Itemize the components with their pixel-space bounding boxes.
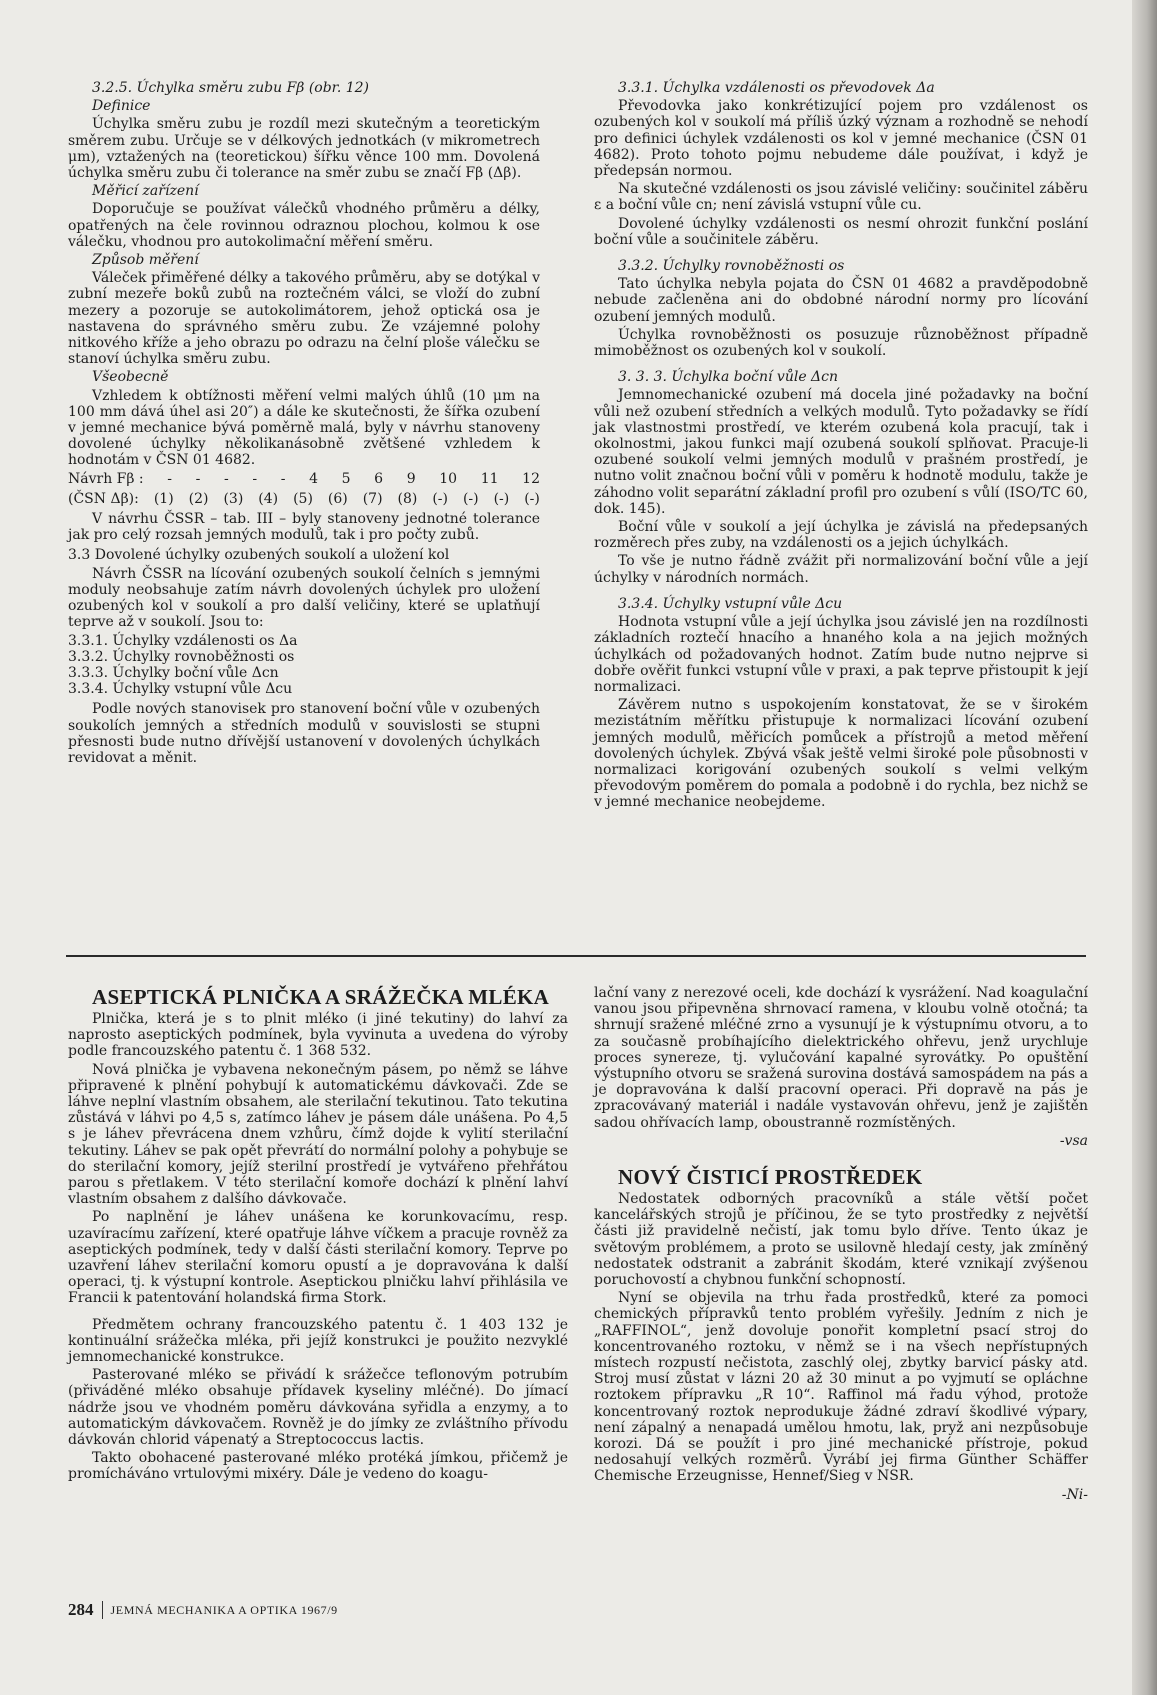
list-item: 3.3.1. Úchylky vzdálenosti os Δa <box>68 632 298 649</box>
journal-name: JEMNÁ MECHANIKA A OPTIKA 1967/9 <box>110 1602 338 1617</box>
tolerance-row-proposal <box>68 471 540 487</box>
left-top-column <box>68 80 540 768</box>
paragraph: To vše je nutno řádně zvážit při normalizování boční vůle a její úchylky v národních normách. <box>594 553 1088 586</box>
paragraph: Tato úchylka nebyla pojata do ČSN 01 4682 a pravděpodobně nebude začleněna ani do obdobné národní normy pro lícování ozubení jemných modulů. <box>594 276 1088 325</box>
section-heading-33: 3.3 Dovolené úchylky ozubených soukolí a uložení kol <box>68 547 450 564</box>
table-cell: (2) <box>188 490 209 507</box>
table-cell: (ČSN Δβ): <box>68 490 139 507</box>
section-heading-325: 3.2.5. Úchylka směru zubu Fβ (obr. 12) <box>92 80 370 96</box>
paragraph: Úchylka rovnoběžnosti os posuzuje různoběžnost případně mimoběžnost os ozubených kol v soukolí. <box>594 326 1088 360</box>
table-cell: Návrh Fβ : <box>68 470 144 487</box>
paragraph: Pasterované mléko se přivádí k srážečce teflonovým potrubím (přiváděné mléko obsahuje přídavek kyseliny mléčné). Do jímací nádrže jsou ve vhodném poměru dávkována syřidla a enzymy, a to automatickým dávkovačem. Rovněž je do jímky ze zvláštního přívodu dávkován chlorid vápenatý a Streptococcus lactis. <box>68 1367 568 1449</box>
table-cell: 11 <box>480 470 499 487</box>
list-item: 3.3.3. Úchylky boční vůle Δcn <box>68 664 279 681</box>
table-cell: (4) <box>258 490 279 507</box>
table-cell: 12 <box>522 470 540 487</box>
author-signature: -vsa <box>1059 1132 1088 1149</box>
table-cell: 9 <box>406 470 416 487</box>
definition-label: Definice <box>92 98 151 115</box>
closing-text: Podle nových stanovisek pro stanovení boční vůle v ozubených soukolích jemných a středních modulů v souvislosti se stupni přesnosti bude nutno dřívější ustanovení v dovolených úchylkách revidovat a měnit. <box>68 701 540 766</box>
table-cell: - <box>167 470 172 487</box>
page-number: 284 <box>68 1600 94 1619</box>
right-bottom-column <box>594 985 1088 1505</box>
article-title-cleaner: NOVÝ ČISTICÍ PROSTŘEDEK <box>618 1165 923 1190</box>
table-cell: (5) <box>293 490 313 507</box>
table-cell: (-) <box>462 490 479 507</box>
table-cell: 10 <box>439 470 458 487</box>
general-label: Všeobecně <box>92 369 169 386</box>
table-cell: (-) <box>432 490 448 507</box>
method-label: Způsob měření <box>92 252 199 269</box>
table-cell: (-) <box>524 490 540 507</box>
table-cell: 6 <box>374 470 384 487</box>
list-item: 3.3.4. Úchylky vstupní vůle Δcu <box>68 681 293 698</box>
section-heading-333: 3. 3. 3. Úchylka boční vůle Δcn <box>618 369 839 386</box>
page-footer <box>68 1600 338 1620</box>
paragraph: Nyní se objevila na trhu řada prostředků, které za pomoci chemických přípravků tento problém vyřešily. Jedním z nich je „RAFFINOL“, jenž dovoluje ponořit kompletní psací stroj do koncentrovaného roztoku, v němž se i na všech nepřístupných místech rozpustí nečistota, zaschlý olej, zbytky barvicí pásky atd. Stroj musí zůstat v lázni 20 až 30 minut a po vyjmutí se opláchne roztokem přípravku „R 10“. Raffinol má řadu výhod, protože koncentrovaný roztok neprodukuje žádné zdraví škodlivé výpary, není zápalný a nenapadá umělou hmotu, lak, pryž ani nezpůsobuje korozi. Dá se použít i pro jiné mechanické přístroje, pokud nedosahují velkých rozměrů. Vyrábí jej firma Günther Schäffer Chemische Erzeugnisse, Hennef/Sieg v NSR. <box>594 1290 1088 1485</box>
footer-divider <box>102 1601 103 1619</box>
article-title-aseptic: ASEPTICKÁ PLNIČKA A SRÁŽEČKA MLÉKA <box>92 985 550 1009</box>
subsection-list <box>68 633 540 698</box>
paragraph: Hodnota vstupní vůle a její úchylka jsou závislé jen na rozdílnosti základních roztečí hnacího a hnaného kola a na jejich možných úchylkách od požadovaných hodnot. Zatím bude nutno nejprve si dobře ověřit funkci vstupní vůle v praxi, a pak teprve přistoupit k její normalizaci. <box>594 614 1088 695</box>
page-edge-shadow <box>1132 0 1157 1695</box>
article-aseptic-filler-left <box>68 985 568 1485</box>
method-text: Váleček přiměřené délky a takového průměru, aby se dotýkal v zubní mezeře boků zubů na roztečném válci, se vloží do zubní mezery a pozoruje se autokolimátorem, jehož optická osa je nastavena do správného směru zubu. Ze vzájemné polohy nitkového kříže a jeho obrazu po odrazu na čelní ploše válečku se stanoví úchylka směru zubu. <box>68 270 540 368</box>
table-cell: - <box>252 470 258 487</box>
paragraph-continuation: lační vany z nerezové oceli, kde dochází k vysrážení. Nad koagulační vanou jsou připevněna shrnovací ramena, v kloubu volně otočná; ta shrnují sražené mléčné zrno a vysunují je k výstupnímu otvoru, a to za současně probíhajícího dielektrického ohřevu, jenž urychluje proces synereze, tj. vylučování kapalné syrovátky. Po opuštění výstupního otvoru se sražená surovina dostává samospádem na pás a je dopravována k další pracovní operaci. Při dopravě na pás je zpracovávaný materiál i nadále vystavován ohřevu, jenž je zajištěn sadou ohřívacích lamp, oboustranně rozmístěných. <box>594 985 1088 1131</box>
paragraph: Jemnomechanické ozubení má docela jiné požadavky na boční vůli než ozubení středních a velkých modulů. Tyto požadavky se řídí jak vlastnostmi prostředí, ve kterém ozubená kola pracují, tak i okolnostmi, jakou funkci mají ozubená soukolí splňovat. Pracuje-li ozubené soukolí velmi jemných modulů v prašném prostředí, je nutno volit značnou boční vůli v poměru k hodnotě modulu, takže je záhodno volit separátní základní profil pro ozubení s vůlí (ISO/TC 60, dok. 145). <box>594 387 1088 517</box>
tolerance-row-csn <box>68 491 540 507</box>
general-text: Vzhledem k obtížnosti měření velmi malých úhlů (10 μm na 100 mm dává úhel asi 20″) a dále ke skutečnosti, že šířka ozubení v jemné mechanice bývá poměrně malá, byly v návrhu stanoveny dovolené úchylky několikanásobně zvětšené vzhledem k hodnotám v ČSN 01 4682. <box>68 387 540 469</box>
paragraph: Po naplnění je láhev unášena ke korunkovacímu, resp. uzavíracímu zařízení, které opatřuje láhve víčkem a pracuje rovněž za aseptických podmínek, tedy v další části sterilační komory. Teprve po uzavření láhev sterilační komoru opustí a je dopravována k další operaci, tj. k výstupní kontrole. Aseptickou plničku lahví přihlásila ve Francii k patentování holandská firma Stork. <box>68 1209 568 1307</box>
list-item: 3.3.2. Úchylky rovnoběžnosti os <box>68 648 295 665</box>
section-heading-334: 3.3.4. Úchylky vstupní vůle Δcu <box>618 595 843 612</box>
paragraph: Převodovka jako konkrétizující pojem pro vzdálenost os ozubených kol v soukolí má příliš úzký význam a rozhodně se nehodí pro definici úchylek vzdálenosti os kol v jemné mechanice (ČSN 01 4682). Proto tohoto pojmu nebudeme dále používat, i když je předepsán normou. <box>594 98 1088 180</box>
table-cell: (1) <box>153 490 174 507</box>
paragraph: Dovolené úchylky vzdálenosti os nesmí ohrozit funkční poslání boční vůle a součinitele záběru. <box>594 215 1088 248</box>
section-heading-331: 3.3.1. Úchylka vzdálenosti os převodovek Δa <box>618 80 935 96</box>
table-cell: - <box>280 470 286 487</box>
measuring-device-text: Doporučuje se používat válečků vhodného průměru a délky, opatřených na čele rovinnou odraznou plochou, kolmou k ose válečku, vhodnou pro autokolimační měření směru. <box>68 201 540 250</box>
table-cell: (6) <box>327 490 348 507</box>
paragraph: Takto obohacené pasterované mléko protéká jímkou, přičemž je promícháváno vrtulovými mixéry. Dále je vedeno do koagu- <box>68 1450 568 1483</box>
paragraph: Plnička, která je s to plnit mléko (i jiné tekutiny) do lahví za naprosto aseptických podmínek, byla vyvinuta a uvedena do výroby podle francouzského patentu č. 1 368 532. <box>68 1011 568 1060</box>
definition-text: Úchylka směru zubu je rozdíl mezi skutečným a teoretickým směrem zubu. Určuje se v délkových jednotkách (v mikrometrech μm), vztažených na (teoretickou) šířku věnce 100 mm. Dovolená úchylka směru zubu či tolerance na směr zubu se značí Fβ (Δβ). <box>68 116 540 182</box>
right-top-column <box>594 80 1088 813</box>
table-cell: - <box>195 470 201 487</box>
paragraph: Závěrem nutno s uspokojením konstatovat, že se v širokém mezistátním měřítku přistupuje k normalizaci lícování ozubení jemných modulů, měřicích pomůcek a přístrojů a metod měření dovolených úchylek. Zbývá však ještě velmi široké pole působnosti v normalizaci korigování ozubených soukolí s velmi velkým převodovým poměrem do pomala a podobně i do rychla, bez nichž se v jemné mechanice neobejdeme. <box>594 697 1088 811</box>
table-cell: 4 <box>309 470 318 487</box>
table-cell: - <box>223 470 229 487</box>
paragraph: Nová plnička je vybavena nekonečným pásem, po němž se láhve připravené k plnění pohybují k automatickému dávkovači. Zde se láhve neplní vlastním obsahem, ale sterilační tekutinou. Tato tekutina zůstává v láhvi po 4,5 s, zatímco láhev je pásem dále unášena. Po 4,5 s je láhev převrácena dnem vzhůru, čímž dojde k vylití sterilační tekutiny. Láhev se pak opět převrátí do normální polohy a pohybuje se do sterilační komory, jejíž sterilní prostředí je vytvářeno přehřátou parou s přetlakem. V této sterilační komoře dochází k plnění lahví vlastním obsahem z dalšího dávkovače. <box>68 1061 568 1208</box>
author-signature: -Ni- <box>1061 1486 1088 1503</box>
measuring-device-label: Měřicí zařízení <box>92 183 199 200</box>
paragraph: Na skutečné vzdálenosti os jsou závislé veličiny: součinitel záběru ε a boční vůle cn; není závislá vstupní vůle cu. <box>594 181 1088 214</box>
after-table-text: V návrhu ČSSR – tab. III – byly stanoveny jednotné tolerance jak pro celý rozsah jemných modulů, tak i pro počty zubů. <box>68 511 540 544</box>
section-heading-332: 3.3.2. Úchylky rovnoběžnosti os <box>618 258 845 275</box>
table-cell: (3) <box>223 490 244 507</box>
table-cell: 5 <box>341 470 351 487</box>
section-divider <box>66 955 1086 957</box>
paragraph: Nedostatek odborných pracovníků a stále větší počet kancelářských strojů je příčinou, že se tyto prostředky z největší části již pravidelně nečistí, jak tomu bylo dříve. Tento úkaz je světovým problémem, a proto se usilovně hledají cesty, jak zmíněný nedostatek odstranit a zabránit škodám, které vznikají zvýšenou poruchovostí a chybnou funkční schopností. <box>594 1191 1088 1289</box>
table-cell: (8) <box>397 490 418 507</box>
table-cell: (-) <box>493 490 510 507</box>
section-33-text: Návrh ČSSR na lícování ozubených soukolí čelních s jemnými moduly neobsahuje zatím návrh dovolených úchylek pro uložení ozubených kol v soukolí a pro další veličiny, které se uplatňují teprve až v soukolí. Jsou to: <box>68 565 540 631</box>
table-cell: (7) <box>362 490 383 507</box>
paragraph: Předmětem ochrany francouzského patentu č. 1 403 132 je kontinuální srážečka mléka, při jejíž konstrukci je použito nezvyklé jemnomechanické konstrukce. <box>68 1316 568 1366</box>
paragraph: Boční vůle v soukolí a její úchylka je závislá na předepsaných rozměrech přes zuby, na vzdálenosti os a jejich úchylkách. <box>594 519 1088 552</box>
